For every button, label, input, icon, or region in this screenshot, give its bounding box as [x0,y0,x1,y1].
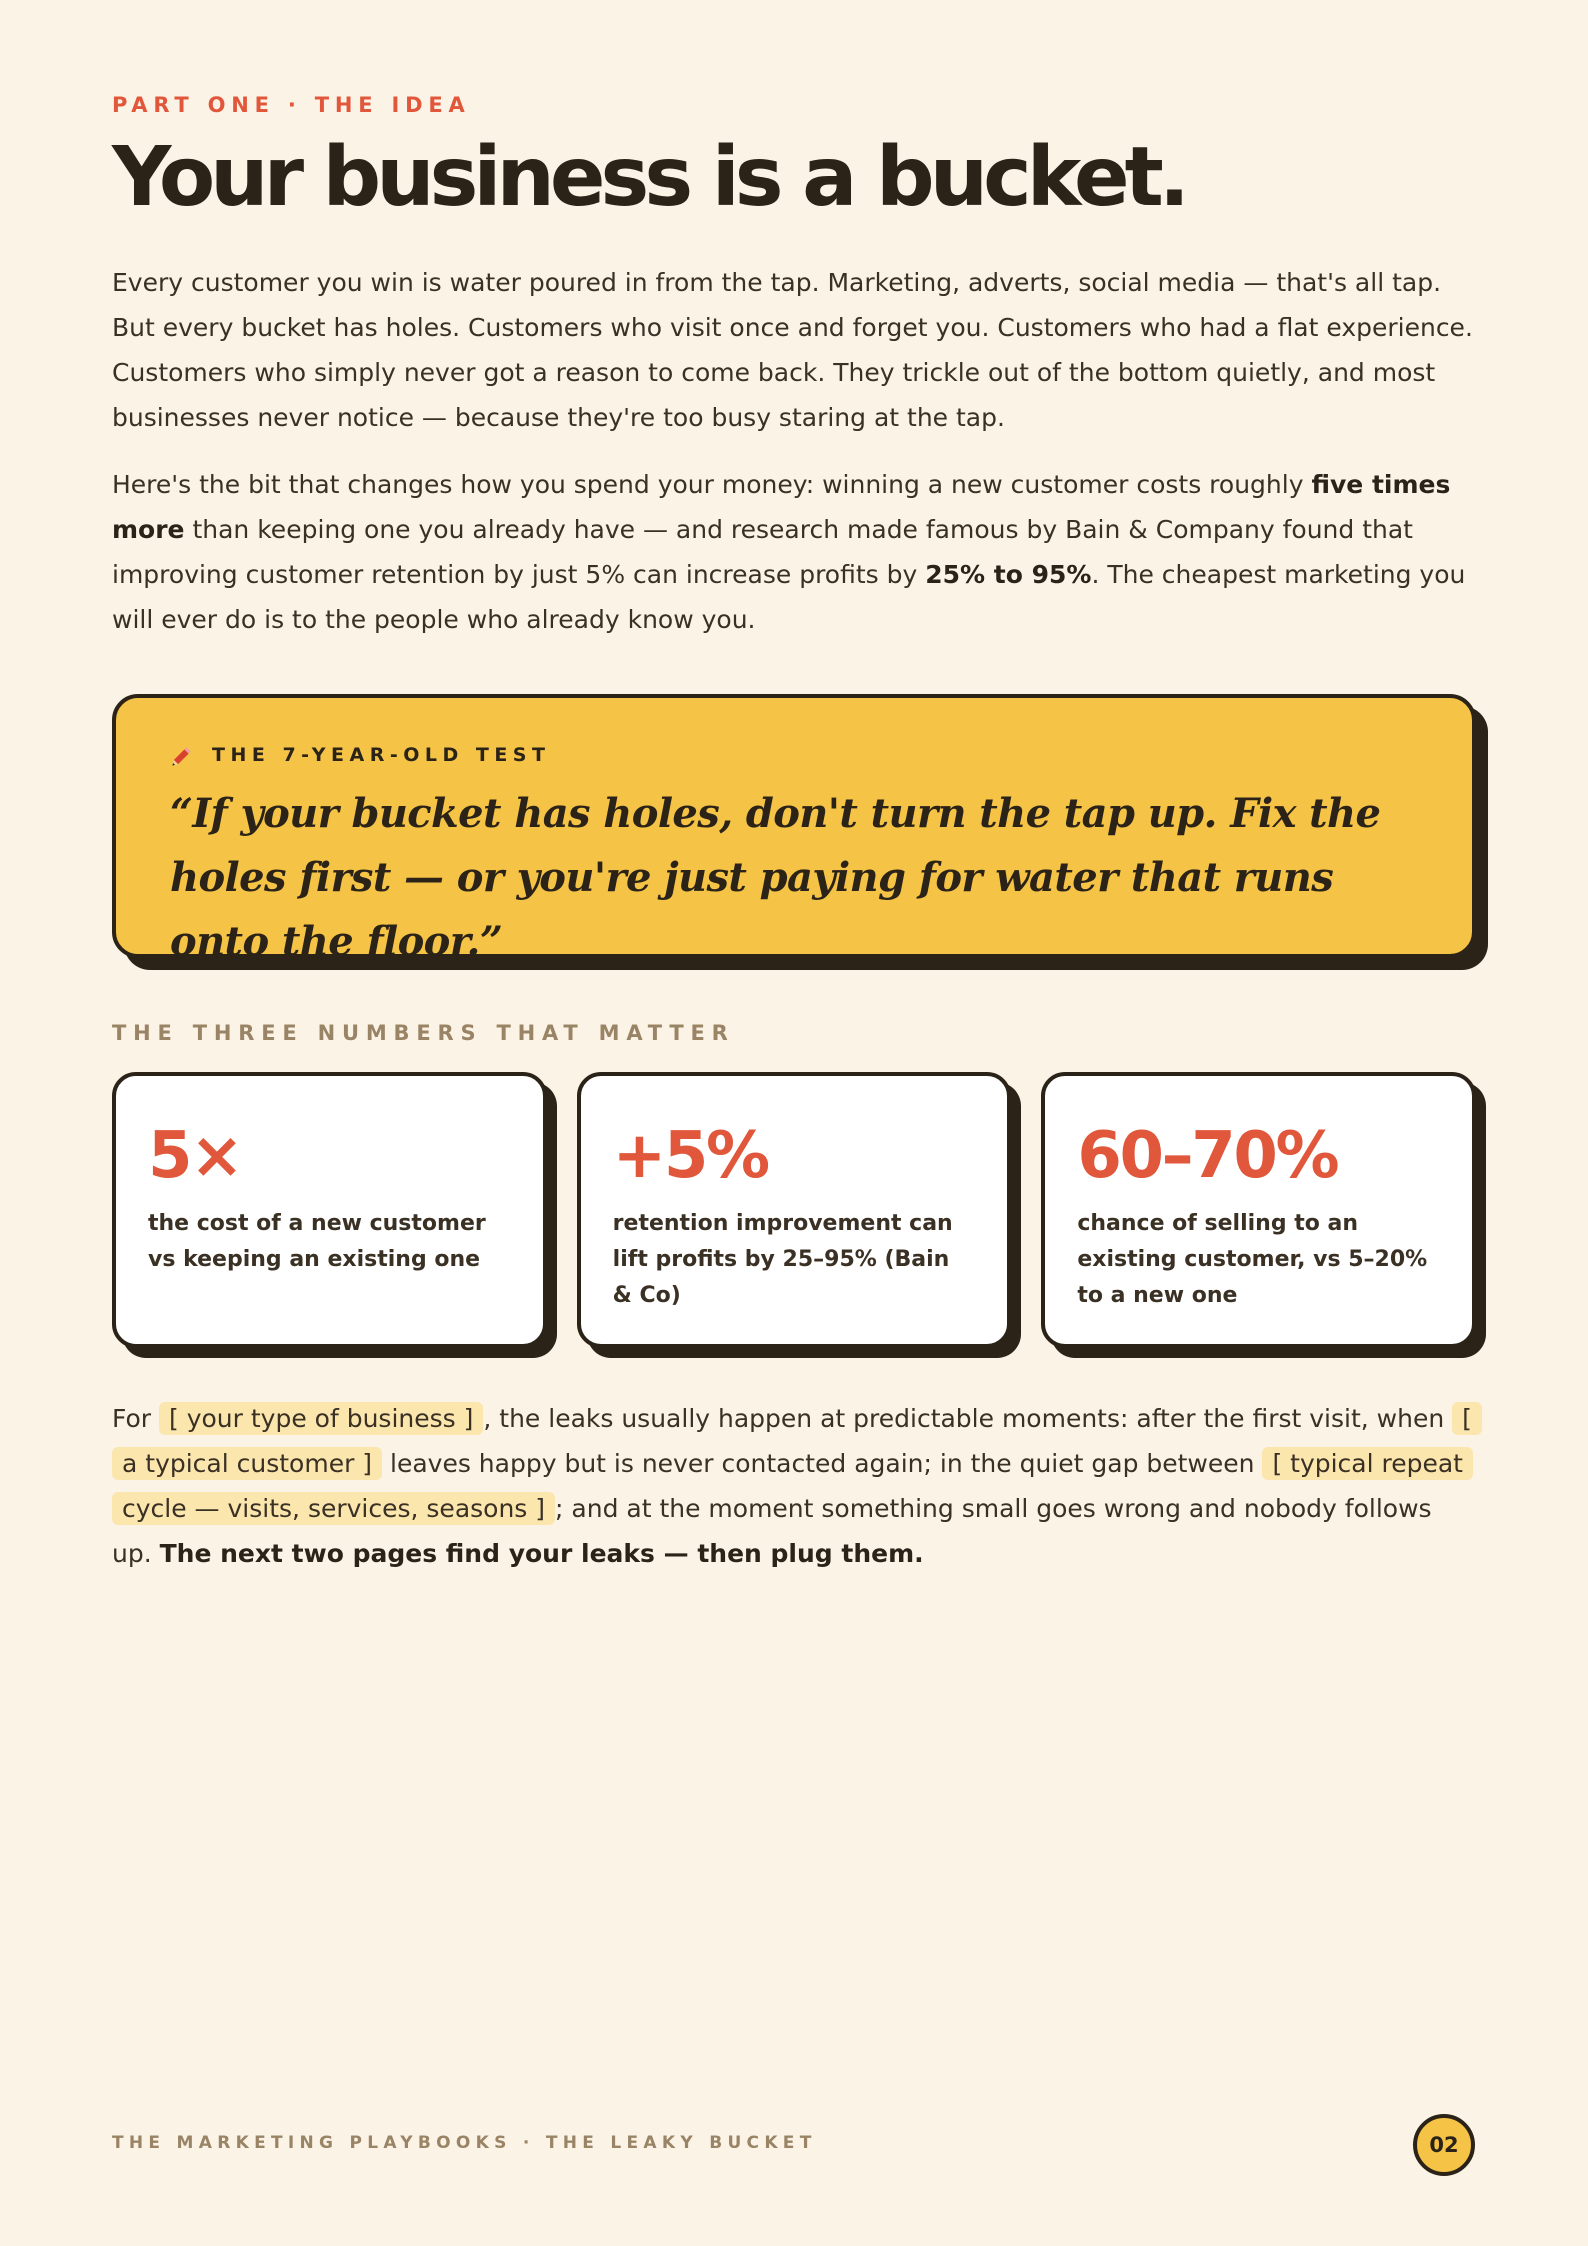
callout-header [170,742,1422,768]
stat-description: the cost of a new customer vs keeping an existing one [148,1211,486,1272]
intro-paragraph-2-text: than keeping one you already have — and research made famous by Bain & Company found that improving customer retention by just 5% can increase profits by [112,515,1413,589]
seven-year-old-test-callout [112,694,1476,965]
stat-card-retention-lift [577,1072,1012,1348]
placeholder-repeat-cycle[interactable]: [ typical repeat cycle — visits, services, seasons ] [112,1447,1473,1525]
page-number-badge: 02 [1413,2114,1475,2176]
placeholder-typical-customer[interactable]: [ a typical customer ] [112,1402,1482,1480]
stat-value: +5% [612,1119,768,1193]
closing-text: , the leaks usually happen at predictable moments: after the first visit, when [483,1404,1453,1433]
intro-paragraph-2-text: Here's the bit that changes how you spend your money: winning a new customer costs roughly [112,470,1312,499]
footer-label: THE MARKETING PLAYBOOKS · THE LEAKY BUCKET [112,2133,817,2153]
intro-emphasis-profit-range: 25% to 95% [925,560,1092,589]
stats-section-label: THE THREE NUMBERS THAT MATTER [112,1021,735,1045]
page-title: Your business is a bucket. [112,130,1186,225]
intro-emphasis-five-times: five times more [112,470,1451,544]
stat-value: 60–70% [1077,1119,1338,1193]
stat-description: retention improvement can lift profits by 25–95% (Bain & Co) [612,1211,953,1308]
intro-paragraph-1: Every customer you win is water poured in from the tap. Marketing, adverts, social media — that's all tap. But every bucket has holes. Customers who visit once and forget you. Customers who had a flat experience. Customers who simply never got a reason to come back. They trickle out of the bottom quietly, and most businesses never notice — because they're too busy staring at the tap. [112,268,1473,432]
stat-cards [112,1072,1476,1348]
page-content [112,92,1476,1576]
callout-label: THE 7-YEAR-OLD TEST [212,744,551,766]
intro-paragraph-2-text: . The cheapest marketing you will ever do is to the people who already know you. [112,560,1466,634]
stat-card-new-customer-cost [112,1072,547,1348]
closing-text: leaves happy but is never contacted again; in the quiet gap between [382,1449,1263,1478]
placeholder-business-type[interactable]: [ your type of business ] [159,1402,483,1435]
pencil-icon [170,742,196,768]
section-kicker: PART ONE · THE IDEA [112,93,471,117]
stat-value: 5× [148,1119,242,1193]
callout-quote: “If your bucket has holes, don't turn the tap up. Fix the holes first — or you're just paying for water that runs onto the floor.” [170,790,1381,965]
closing-call-to-action: The next two pages find your leaks — then plug them. [159,1539,924,1568]
closing-text: For [112,1404,160,1433]
stat-description: chance of selling to an existing customer, vs 5–20% to a new one [1077,1211,1428,1308]
intro-paragraph-2 [112,462,1476,642]
closing-text: ; and at the moment something small goes wrong and nobody follows up. [112,1494,1432,1568]
stat-card-existing-customer-chance [1041,1072,1476,1348]
closing-paragraph [112,1396,1476,1576]
